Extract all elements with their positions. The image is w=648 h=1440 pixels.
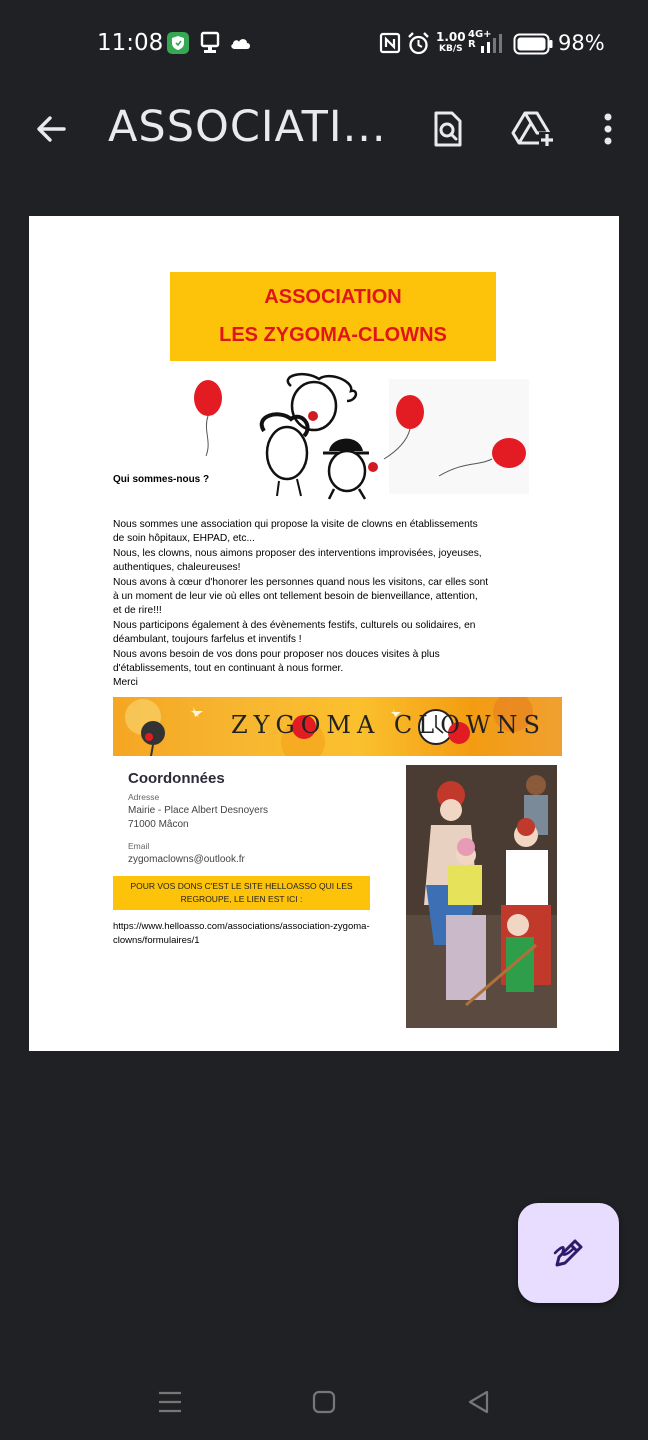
- recents-icon: [157, 1390, 183, 1414]
- donation-box: POUR VOS DONS C'EST LE SITE HELLOASSO QUI LES REGROUPE, LE LIEN EST ICI :: [113, 876, 370, 910]
- email-value[interactable]: zygomaclowns@outlook.fr: [128, 854, 245, 865]
- edit-pen-icon: [547, 1231, 591, 1275]
- drive-add-icon: [511, 110, 555, 148]
- alarm-icon: [406, 31, 431, 56]
- logo-text: ZYGOMA CLOWNS: [231, 711, 546, 739]
- find-in-page-button[interactable]: [424, 106, 470, 152]
- add-to-drive-button[interactable]: [509, 106, 557, 152]
- security-app-icon: [166, 31, 190, 55]
- nfc-icon: [379, 32, 401, 54]
- battery-icon: [513, 33, 553, 55]
- more-options-button[interactable]: [592, 106, 624, 152]
- more-vert-icon: [603, 112, 613, 146]
- system-nav-bar: [0, 1360, 648, 1440]
- back-button[interactable]: [28, 106, 74, 152]
- section-heading: Qui sommes-nous ?: [113, 474, 210, 485]
- recents-button[interactable]: [150, 1382, 190, 1422]
- annotate-fab[interactable]: [518, 1203, 619, 1303]
- clown-balloons-illustration: [179, 371, 529, 501]
- network-type: 4G+ R: [468, 29, 492, 50]
- description-paragraph: Nous sommes une association qui propose la visite de clowns en établissements de soin hôpitaux, EHPAD, etc... Nous, les clowns, nous aimons proposer des interventions improvisées, joyeuses, authentiques, chaleureuses! Nous avons à cœur d'honorer les personnes quand nous les visitons, car elles sont à un moment de leur vie où elles ont tellement besoin de bienveillance, attention, et de rire!!! Nous participons également à des évènements festifs, culturels ou solidaires, en déambulant, toujours farfelus et inventifs ! Nous avons besoin de vos dons pour proposer nos douces visites à plus d'établissements, tout en continuant à nous former. Merci: [113, 519, 489, 689]
- battery-level: 98%: [558, 31, 605, 55]
- signal-icon: [480, 34, 504, 54]
- helloasso-link[interactable]: https://www.helloasso.com/associations/association-zygoma- clowns/formulaires/1: [113, 921, 370, 946]
- clowns-group-photo: [406, 765, 557, 1028]
- cloud-icon: [229, 35, 253, 51]
- app-bar: [0, 86, 648, 186]
- document-page[interactable]: [29, 216, 619, 1051]
- title-banner: ASSOCIATION LES ZYGOMA-CLOWNS: [170, 272, 496, 361]
- zygoma-clowns-logo-banner: [113, 697, 562, 756]
- back-icon: [467, 1390, 491, 1414]
- address-line1: Mairie - Place Albert Desnoyers: [128, 805, 269, 816]
- home-icon: [312, 1390, 336, 1414]
- find-in-page-icon: [430, 110, 464, 148]
- document-title: ASSOCIATI...: [108, 102, 387, 152]
- nav-back-button[interactable]: [459, 1382, 499, 1422]
- status-bar: [0, 0, 648, 86]
- back-arrow-icon: [34, 112, 68, 146]
- address-label: Adresse: [128, 792, 160, 802]
- address-line2: 71000 Mâcon: [128, 819, 189, 830]
- clock: 11:08: [97, 30, 164, 56]
- email-label: Email: [128, 841, 150, 851]
- monitor-icon: [199, 31, 221, 55]
- home-button[interactable]: [304, 1382, 344, 1422]
- network-speed: 1.00 KB/S: [436, 30, 466, 54]
- contact-title: Coordonnées: [128, 770, 225, 787]
- clowns-photo-art: [406, 765, 557, 1028]
